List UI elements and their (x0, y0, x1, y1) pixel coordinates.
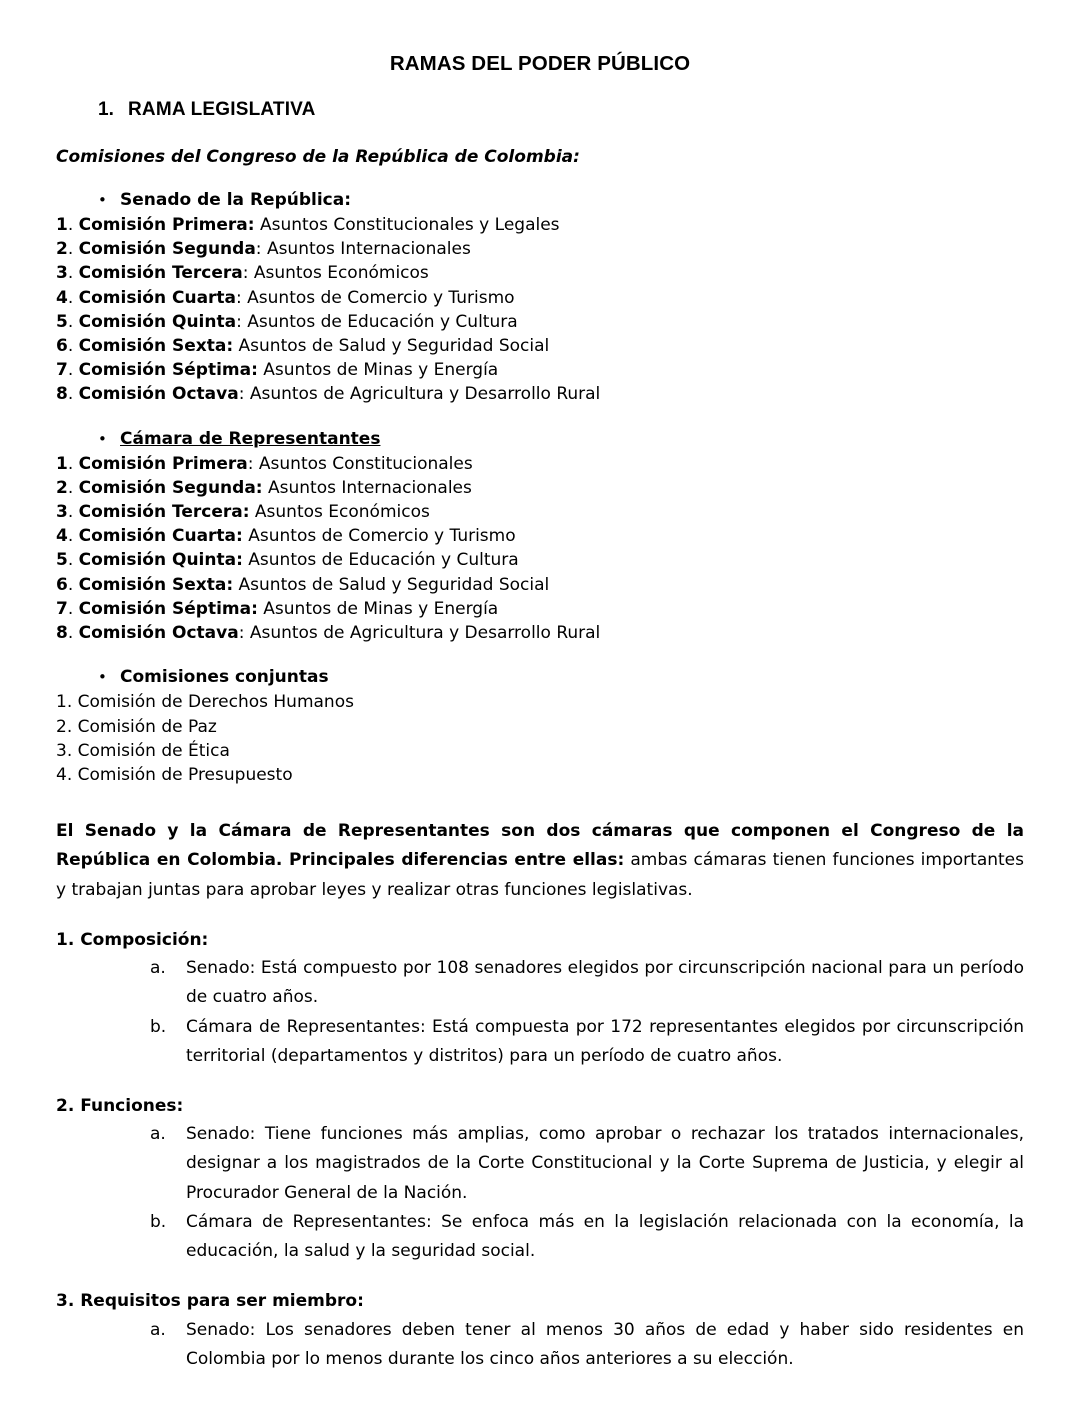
list-item: 1. Comisión de Derechos Humanos (56, 692, 354, 713)
list-item: 7. Comisión Séptima: Asuntos de Minas y Energía (56, 598, 499, 619)
commission-name: Comisión Octava (78, 384, 239, 405)
item-letter: b. (150, 1211, 167, 1232)
commission-description: Asuntos de Agricultura y Desarrollo Rural (249, 623, 601, 644)
commission-name: Comisión Tercera (78, 263, 243, 284)
commission-name: Comisión Tercera: (78, 502, 250, 523)
intro-paragraph (56, 817, 1024, 905)
separator: : (238, 623, 250, 644)
item-letter: b. (150, 1016, 167, 1037)
item-index: 8 (56, 623, 68, 644)
list-item: 6. Comisión Sexta: Asuntos de Salud y Seguridad Social (56, 574, 550, 595)
bullet-icon: • (98, 668, 107, 687)
subsection-heading: 3. Requisitos para ser miembro: (56, 1291, 364, 1312)
item-text: Senado: Tiene funciones más amplias, como aprobar o rechazar los tratados internacionales, designar a los magistrados de la Corte Constitucional y la Corte Suprema de Justicia, y elegir al Procurador General de la Nación. (186, 1124, 1024, 1203)
separator: : (242, 263, 254, 284)
commission-description: Asuntos Económicos (254, 502, 430, 523)
commission-name: Comisión Sexta: (78, 335, 234, 356)
item-index: 5 (56, 311, 68, 332)
item-index: 3 (56, 502, 68, 523)
commission-description: Asuntos de Comercio y Turismo (247, 287, 515, 308)
item-index: 2 (56, 239, 68, 260)
list-item: 8. Comisión Octava: Asuntos de Agricultura y Desarrollo Rural (56, 623, 601, 644)
bullet-head-group (56, 429, 1024, 449)
commission-description: Asuntos Constitucionales (258, 453, 473, 474)
item-index: 5 (56, 550, 68, 571)
list-item: 5. Comisión Quinta: Asuntos de Educación y Cultura (56, 311, 518, 332)
list-item: 1. Comisión Primera: Asuntos Constitucionales y Legales (56, 214, 560, 235)
paragraph-lead: El Senado y la Cámara de Representantes son dos cámaras que componen el Congreso de la República en Colombia. Principales diferencias entre ellas: (56, 821, 1024, 871)
group-heading-label: Comisiones conjuntas (120, 667, 329, 688)
separator: : (255, 239, 267, 260)
separator: : (236, 287, 248, 308)
list-item: 3. Comisión Tercera: Asuntos Económicos (56, 263, 429, 284)
subsection-heading: 1. Composición: (56, 929, 209, 950)
item-index: 8 (56, 384, 68, 405)
section-number: 1. (98, 98, 114, 120)
separator: : (247, 453, 259, 474)
item-index: 7 (56, 360, 68, 381)
subsections (56, 927, 1024, 1396)
list-item: 4. Comisión Cuarta: Asuntos de Comercio y Turismo (56, 287, 515, 308)
item-text: Cámara de Representantes: Se enfoca más en la legislación relacionada con la economía, la educación, la salud y la seguridad social. (186, 1211, 1024, 1262)
section-label: RAMA LEGISLATIVA (128, 98, 316, 120)
commission-list (56, 213, 1024, 407)
list-item: 1. Comisión Primera: Asuntos Constitucionales (56, 453, 473, 474)
item-index: 4 (56, 287, 68, 308)
item-index: 4 (56, 526, 68, 547)
list-item: 4. Comisión Cuarta: Asuntos de Comercio y Turismo (56, 526, 516, 547)
separator: : (236, 311, 248, 332)
commission-name: Comisión Octava (78, 623, 239, 644)
list-item (150, 1316, 1024, 1374)
list-item: 6. Comisión Sexta: Asuntos de Salud y Seguridad Social (56, 335, 550, 356)
commission-name: Comisión Segunda: (78, 477, 263, 498)
commission-list (56, 452, 1024, 646)
commission-name: Comisión Cuarta (78, 287, 237, 308)
item-text: Senado: Está compuesto por 108 senadores elegidos por circunscripción nacional para un período de cuatro años. (186, 958, 1024, 1008)
list-item: 7. Comisión Séptima: Asuntos de Minas y Energía (56, 360, 499, 381)
bullet-head-group (56, 190, 1024, 210)
list-item: 3. Comisión de Ética (56, 740, 230, 761)
commission-name: Comisión Séptima: (78, 598, 258, 619)
commission-description: Asuntos de Educación y Cultura (248, 550, 519, 571)
commission-name: Comisión Séptima: (78, 360, 258, 381)
list-item: 4. Comisión de Presupuesto (56, 765, 293, 785)
commission-description: Asuntos de Comercio y Turismo (248, 526, 516, 547)
commission-description: Asuntos de Minas y Energía (263, 598, 499, 619)
commission-description: Asuntos de Agricultura y Desarrollo Rural (249, 384, 601, 405)
item-text: Cámara de Representantes: Está compuesta por 172 representantes elegidos por circunscripción territorial (departamentos y distritos) para un período de cuatro años. (186, 1016, 1024, 1066)
commission-name: Comisión Primera: (78, 214, 255, 235)
list-item: 2. Comisión Segunda: Asuntos Internacionales (56, 239, 471, 260)
page-title: RAMAS DEL PODER PÚBLICO (389, 52, 691, 75)
list-item: 2. Comisión de Paz (56, 716, 217, 737)
item-index: 1 (56, 453, 68, 474)
commission-name: Comisión Segunda (78, 239, 256, 260)
commission-name: Comisión Primera (78, 453, 248, 474)
list-item (150, 1013, 1024, 1071)
item-index: 7 (56, 598, 68, 619)
list-item: 3. Comisión Tercera: Asuntos Económicos (56, 502, 430, 523)
lettered-list (56, 954, 1024, 1071)
list-item: 2. Comisión Segunda: Asuntos Internacionales (56, 477, 472, 498)
item-letter: a. (150, 1319, 166, 1340)
item-index: 6 (56, 574, 68, 595)
commission-name: Comisión Quinta (78, 311, 237, 332)
subsection-heading: 2. Funciones: (56, 1096, 184, 1117)
commission-name: Comisión Cuarta: (78, 526, 243, 547)
item-letter: a. (150, 1124, 166, 1145)
item-index: 3 (56, 263, 68, 284)
separator: : (238, 384, 250, 405)
list-item (150, 1120, 1024, 1208)
commission-description: Asuntos de Educación y Cultura (247, 311, 518, 332)
item-index: 6 (56, 335, 68, 356)
subtitle: Comisiones del Congreso de la República de Colombia: (56, 146, 580, 167)
bullet-head-comisiones-conjuntas (56, 667, 1024, 687)
group-heading-label: Cámara de Representantes (120, 428, 381, 449)
commission-description: Asuntos Económicos (253, 263, 429, 284)
item-letter: a. (150, 958, 166, 979)
commission-description: Asuntos Internacionales (268, 477, 472, 498)
list-item (150, 954, 1024, 1012)
list-item: 5. Comisión Quinta: Asuntos de Educación y Cultura (56, 550, 519, 571)
commission-description: Asuntos de Minas y Energía (263, 360, 499, 381)
commission-description: Asuntos de Salud y Seguridad Social (238, 574, 550, 595)
commission-description: Asuntos Constitucionales y Legales (259, 214, 560, 235)
item-text: Senado: Los senadores deben tener al menos 30 años de edad y haber sido residentes en Colombia por lo menos durante los cinco años anteriores a su elección. (186, 1319, 1024, 1369)
item-index: 2 (56, 477, 68, 498)
list-item (150, 1208, 1024, 1266)
group-heading-label: Senado de la República: (120, 189, 352, 210)
list-item: 8. Comisión Octava: Asuntos de Agricultura y Desarrollo Rural (56, 384, 601, 405)
bullet-icon: • (98, 190, 107, 209)
commission-groups (56, 190, 1024, 668)
paragraph-rest: ambas cámaras tienen funciones importantes y trabajan juntas para aprobar leyes y realizar otras funciones legislativas. (56, 850, 1024, 900)
commission-name: Comisión Sexta: (78, 574, 234, 595)
commission-description: Asuntos Internacionales (266, 239, 471, 260)
commission-description: Asuntos de Salud y Seguridad Social (238, 335, 550, 356)
item-index: 1 (56, 214, 68, 235)
section-heading-rama-legislativa (56, 99, 1024, 121)
lettered-list (56, 1316, 1024, 1374)
joint-commission-list (56, 690, 1024, 787)
lettered-list (56, 1120, 1024, 1266)
commission-name: Comisión Quinta: (78, 550, 243, 571)
bullet-icon: • (98, 429, 107, 448)
